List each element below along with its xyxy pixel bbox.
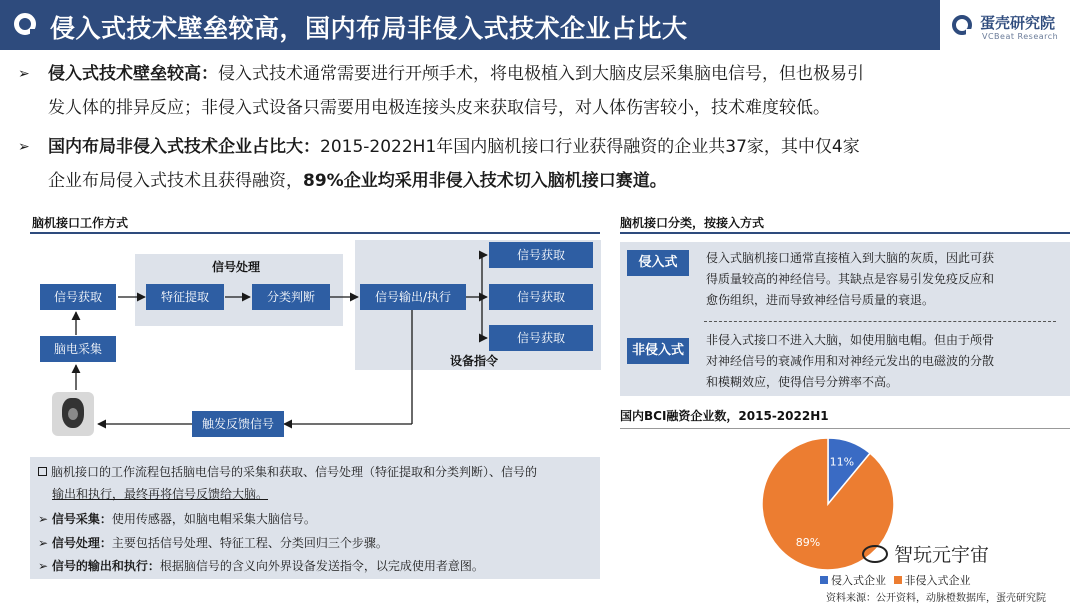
pie-label-invasive: 11% [829,455,855,469]
signal-acquire-box: 信号获取 [40,284,116,310]
output-device-box-1: 信号获取 [489,242,593,268]
feature-extract-box: 特征提取 [146,284,224,310]
notes-intro-2: 输出和执行，最终再将信号反馈给大脑。 [52,487,269,501]
page-title: 侵入式技术壁垒较高，国内布局非侵入式技术企业占比大 [50,14,688,43]
legend-swatch-invasive [820,576,828,584]
feedback-signal-box: 触发反馈信号 [192,411,284,437]
signal-output-box: 信号输出/执行 [360,284,466,310]
workflow-notes [30,457,600,579]
logo-text: 蛋壳研究院 [980,14,1056,32]
legend-swatch-noninvasive [894,576,902,584]
classify-box: 分类判断 [252,284,330,310]
brain-scan-image [52,392,94,436]
device-command-label: 设备指令 [450,354,499,368]
pie-label-noninvasive: 89% [795,536,821,549]
arrow-bullet-icon: ➢ [18,66,30,82]
logo-subtext: VCBeat Research [982,32,1059,41]
wechat-icon [862,545,888,563]
arrow-bullet-icon: ➢ [38,536,52,550]
bullet-domestic-text-2: 企业布局侵入式技术且获得融资， [48,171,303,191]
arrow-bullet-icon: ➢ [38,559,52,573]
section-divider [620,232,1070,234]
source-note: 资料来源：公开资料，动脉橙数据库，蛋壳研究院 [826,593,1046,604]
note-item-collect: ➢ 信号采集：使用传感器，如脑电帽采集大脑信号。 [38,512,316,526]
watermark: 智玩元宇宙 [862,540,989,567]
checkbox-bullet-icon [38,467,47,476]
bullet-invasive-heading: 侵入式技术壁垒较高： [48,64,218,84]
pie-chart-title: 国内BCI融资企业数，2015-2022H1 [620,409,829,423]
invasive-label: 侵入式 [627,250,689,276]
note-item-output: ➢ 信号的输出和执行：根据脑信号的含义向外界设备发送指令，以完成使用者意图。 [38,559,484,573]
legend-noninvasive: 非侵入式企业 [904,574,971,587]
arrow-bullet-icon: ➢ [38,512,52,526]
bullet-domestic-heading: 国内布局非侵入式技术企业占比大： [48,137,320,157]
chart-divider [620,428,1070,429]
bullet-domestic-text: 2015-2022H1年国内脑机接口行业获得融资的企业共37家，其中仅4家 [320,137,860,157]
legend-invasive: 侵入式企业 [831,574,886,587]
pie-legend [820,572,971,588]
bullet-invasive-text-2: 发人体的排异反应；非侵入式设备只需要用电极连接头皮来获取信号，对人体伤害较小，技术难度较低。 [48,98,830,118]
arrow-bullet-icon: ➢ [18,139,30,155]
output-device-box-3: 信号获取 [489,325,593,351]
note-item-process: ➢ 信号处理：主要包括信号处理、特征工程、分类回归三个步骤。 [38,536,388,550]
notes-intro: 脑机接口的工作流程包括脑电信号的采集和获取、信号处理（特征提取和分类判断）、信号的 [38,463,537,480]
signal-processing-label: 信号处理 [212,260,261,274]
classification-divider [704,321,1056,322]
bullet-invasive-text: 侵入式技术通常需要进行开颅手术，将电极植入到大脑皮层采集脑电信号，但也极易引 [218,64,864,84]
classification-section-title: 脑机接口分类，按接入方式 [620,216,765,230]
noninvasive-description: 非侵入式接口不进入大脑，如使用脑电帽。但由于颅骨 对神经信号的衰减作用和对神经元发出的电磁波的分散 和模糊效应，使得信号分辨率不高。 [706,333,995,389]
bullet-domestic-highlight: 89%企业均采用非侵入技术切入脑机接口赛道。 [303,171,667,191]
eeg-collect-box: 脑电采集 [40,336,116,362]
noninvasive-label: 非侵入式 [627,338,689,364]
output-device-box-2: 信号获取 [489,284,593,310]
invasive-description: 侵入式脑机接口通常直接植入到大脑的灰质，因此可获 得质量较高的神经信号。其缺点是容易引发免疫反应和 愈伤组织，进而导致神经信号质量的衰退。 [706,251,995,307]
workflow-section-title: 脑机接口工作方式 [32,216,129,230]
